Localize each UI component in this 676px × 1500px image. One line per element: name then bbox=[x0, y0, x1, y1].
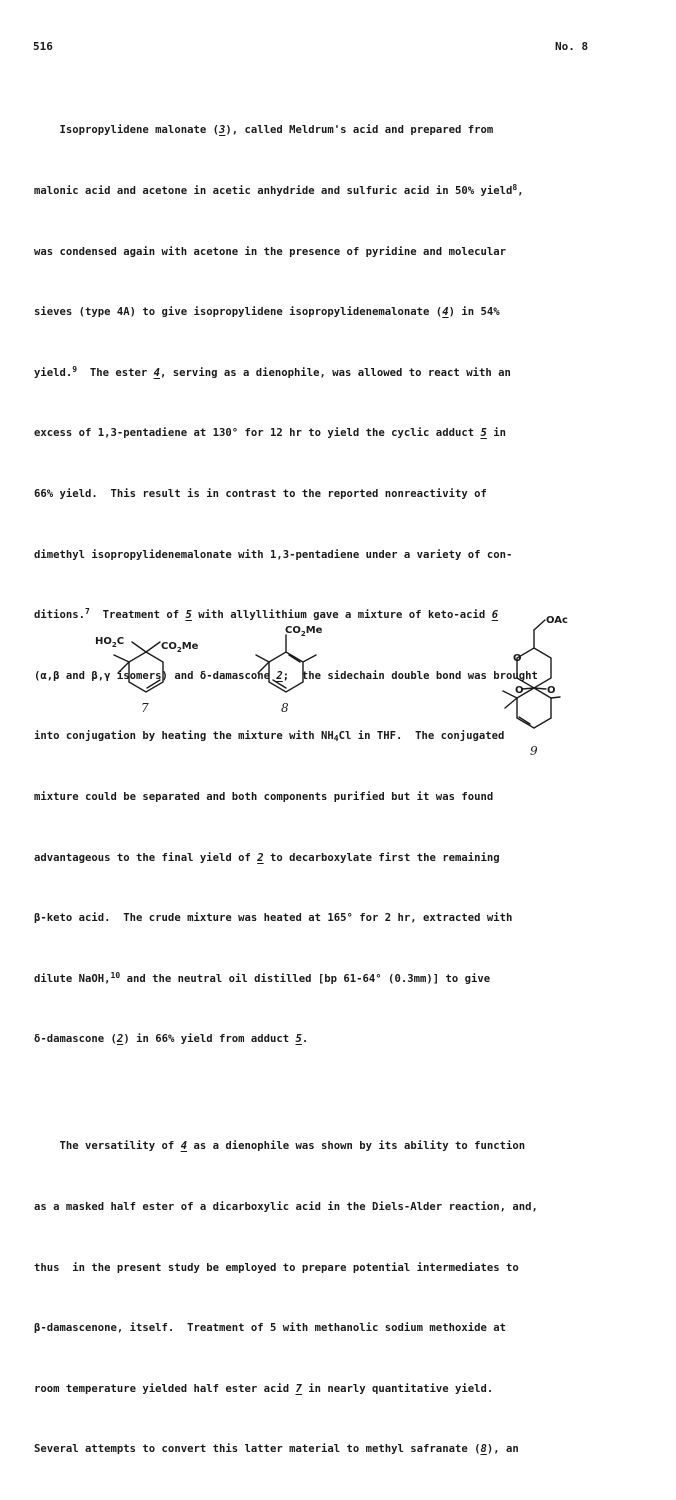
text-line: mixture could be separated and both components purified but it was found bbox=[34, 790, 494, 803]
text-line: malonic acid and acetone in acetic anhydride and sulfuric acid in 50% yield$^8$, bbox=[34, 183, 524, 197]
chemical-structures bbox=[0, 605, 676, 805]
text-line: dimethyl isopropylidenemalonate with 1,3-pentadiene under a variety of con- bbox=[34, 548, 513, 561]
text-line: room temperature yielded half ester acid 7 in nearly quantitative yield. bbox=[34, 1382, 494, 1395]
issue-number: No. 8 bbox=[555, 40, 589, 53]
text-line: ditions.$^7$ Treatment of 5 with allyllithium gave a mixture of keto-acid 6 bbox=[34, 607, 499, 622]
compound-number: 9 bbox=[530, 744, 538, 758]
text-line: thus in the present study be employed to prepare potential intermediates to bbox=[34, 1261, 519, 1274]
text-line: β-damascenone, itself. Treatment of 5 with methanolic sodium methoxide at bbox=[34, 1322, 506, 1335]
text-line: Isopropylidene malonate (3), called Meldrum's acid and prepared from bbox=[34, 124, 494, 137]
text-line: (α,β and β,γ isomers) and δ-damascone 2; the sidechain double bond was brought bbox=[34, 669, 538, 682]
group-label: $HO_2C$ bbox=[95, 636, 125, 649]
compound-number: 7 bbox=[141, 701, 149, 715]
structure-7 bbox=[114, 642, 163, 692]
text-line: advantageous to the final yield of 2 to decarboxylate first the remaining bbox=[34, 851, 500, 864]
structure-9 bbox=[503, 620, 560, 728]
compound-number: 8 bbox=[281, 701, 289, 715]
group-label: $CO_2Me$ bbox=[161, 641, 199, 654]
ketone-oxygen-label: O bbox=[547, 685, 556, 696]
group-label: $CO_2Me$ bbox=[285, 625, 323, 638]
text-line: yield.$^9$ The ester 4, serving as a dienophile, was allowed to react with an bbox=[34, 364, 511, 379]
text-line: 66% yield. This result is in contrast to the reported nonreactivity of bbox=[34, 487, 487, 500]
text-line: sieves (type 4A) to give isopropylidene isopropylidenemalonate (4) in 54% bbox=[34, 306, 500, 319]
structure-8 bbox=[256, 635, 316, 692]
group-label: OAc bbox=[546, 615, 568, 626]
ring-oxygen-label: O bbox=[513, 653, 522, 664]
text-line: into conjugation by heating the mixture with $NH_4Cl$ in THF. The conjugated bbox=[34, 730, 505, 744]
text-line: excess of 1,3-pentadiene at 130° for 12 hr to yield the cyclic adduct 5 in bbox=[34, 427, 506, 440]
text-line: δ-damascone (2) in 66% yield from adduct 5. bbox=[34, 1033, 309, 1046]
text-line: dilute NaOH,$^{10}$ and the neutral oil distilled [bp 61-64° (0.3mm)] to give bbox=[34, 970, 491, 985]
structures-svg bbox=[0, 605, 676, 805]
text-line: as a masked half ester of a dicarboxylic acid in the Diels-Alder reaction, and, bbox=[34, 1200, 538, 1213]
text-line: The versatility of 4 as a dienophile was shown by its ability to function bbox=[34, 1140, 526, 1153]
ketone-oxygen-label: O bbox=[515, 685, 524, 696]
text-line: was condensed again with acetone in the presence of pyridine and molecular bbox=[34, 245, 506, 258]
text-line: Several attempts to convert this latter material to methyl safranate (8), an bbox=[34, 1443, 519, 1456]
page-number: 516 bbox=[33, 40, 53, 53]
text-line: β-keto acid. The crude mixture was heated at 165° for 2 hr, extracted with bbox=[34, 912, 513, 925]
